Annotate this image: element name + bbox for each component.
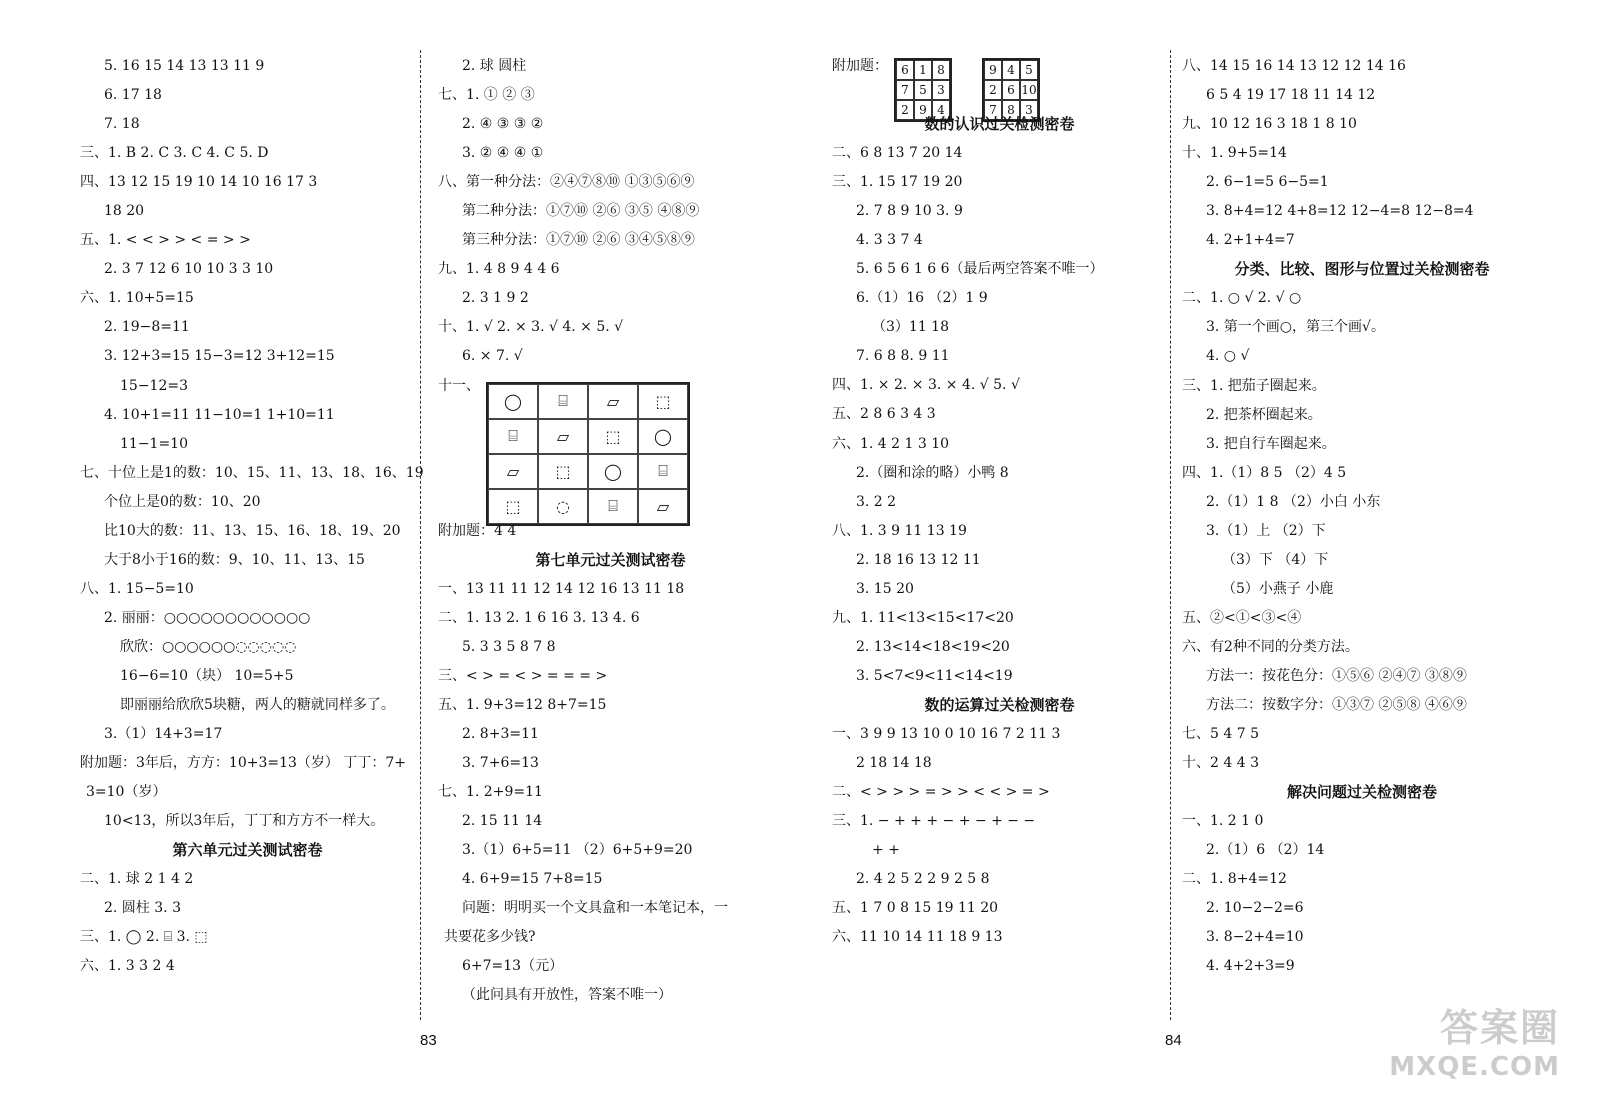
answer-line: 九、10 12 16 3 18 1 8 10 [1182, 116, 1357, 133]
answer-line: 十、2 4 4 3 [1182, 755, 1259, 772]
answer-line: 九、1. 4 8 9 4 4 6 [438, 261, 560, 278]
magic-cell: 5 [1020, 60, 1038, 80]
answer-line: 九、1. 11<13<15<17<20 [832, 609, 1014, 626]
answer-line: 二、1. ○ √ 2. √ ○ [1182, 290, 1302, 307]
answer-line: 2. 球 圆柱 [462, 58, 527, 74]
magic-cell: 8 [1002, 100, 1020, 120]
answer-line: 6+7=13（元） [462, 958, 564, 975]
answer-line: 2. 18 16 13 12 11 [856, 551, 981, 568]
answer-line: 三、< > = < > = = = > [438, 667, 608, 684]
answer-line: 二、6 8 13 7 20 14 [832, 145, 963, 162]
magic-cell: 5 [914, 80, 932, 100]
column-divider [1170, 50, 1171, 1020]
answer-line: 4. 4+2+3=9 [1206, 958, 1295, 975]
magic-cell: 10 [1020, 80, 1038, 100]
answer-line: 五、②<①<③<④ [1182, 609, 1302, 626]
answer-line: 个位上是0的数：10、20 [104, 493, 261, 510]
answer-line: 七、1. ① ② ③ [438, 87, 535, 104]
answer-line: 八、14 15 16 14 13 12 12 14 16 [1182, 58, 1406, 74]
answer-line: 三、1. 把茄子圈起来。 [1182, 377, 1326, 394]
answer-column-2 [438, 52, 783, 1010]
answer-line: 2.（圈和涂的略）小鸭 8 [856, 464, 1009, 481]
magic-cell: 3 [932, 80, 950, 100]
answer-line: 十一、 [438, 377, 480, 394]
page-number-right: 84 [1165, 1032, 1182, 1049]
shape-cell: ⬚ [538, 454, 588, 489]
answer-line: 二、< > > > = > > < < > = > [832, 784, 1050, 801]
answer-line: 即丽丽给欣欣5块糖，两人的糖就同样多了。 [120, 697, 395, 714]
answer-line: 7. 6 8 8. 9 11 [856, 348, 950, 365]
answer-line: 十、1. 9+5=14 [1182, 145, 1287, 162]
answer-line: 6.（1）16 （2）1 9 [856, 290, 988, 307]
section-heading: 第六单元过关测试密卷 [172, 841, 323, 860]
answer-line: 2. 13<14<18<19<20 [856, 638, 1010, 655]
answer-line: 2. 8+3=11 [462, 725, 539, 742]
answer-line: 附加题：4 4 [438, 522, 517, 539]
answer-line: 大于8小于16的数：9、10、11、13、15 [104, 551, 365, 568]
answer-line: 六、有2种不同的分类方法。 [1182, 638, 1359, 655]
section-heading: 第七单元过关测试密卷 [535, 550, 686, 569]
answer-line: 四、13 12 15 19 10 14 10 16 17 3 [80, 174, 318, 191]
answer-line: 4. 2+1+4=7 [1206, 232, 1295, 249]
answer-line: 附加题：3年后，方方：10+3=13（岁） 丁丁：7+ [80, 755, 406, 772]
answer-line: 2. 3 7 12 6 10 10 3 3 10 [104, 261, 274, 278]
answer-line: 七、5 4 7 5 [1182, 726, 1259, 743]
magic-cell: 2 [984, 80, 1002, 100]
magic-cell: 1 [914, 60, 932, 80]
answer-line: 七、1. 2+9=11 [438, 783, 543, 800]
answer-line: 3.（1）上 （2）下 [1206, 522, 1326, 539]
answer-line: 4. 10+1=11 11−10=1 1+10=11 [104, 406, 335, 423]
answer-line: 3. ② ④ ④ ① [462, 145, 544, 162]
magic-cell: 8 [932, 60, 950, 80]
shape-cell: ◯ [488, 384, 538, 419]
shape-cell: ◯ [638, 419, 688, 454]
answer-line: 6. 17 18 [104, 87, 162, 104]
answer-line: 六、1. 4 2 1 3 10 [832, 435, 950, 452]
shape-cell: ⬚ [488, 489, 538, 524]
shape-cell: ◯ [588, 454, 638, 489]
answer-line: 15−12=3 [120, 377, 188, 394]
magic-cell: 4 [932, 100, 950, 120]
watermark-url: MXQE.COM [1389, 1052, 1560, 1082]
answer-line: 5. 3 3 5 8 7 8 [462, 638, 556, 655]
answer-line: 比10大的数：11、13、15、16、18、19、20 [104, 522, 401, 539]
answer-line: 方法二：按数字分：①③⑦ ②⑤⑧ ④⑥⑨ [1206, 697, 1467, 714]
answer-line: 3. 8−2+4=10 [1206, 929, 1304, 946]
magic-cell: 9 [984, 60, 1002, 80]
answer-line: 4. ○ √ [1206, 348, 1250, 365]
answer-line: 2. 10−2−2=6 [1206, 900, 1304, 917]
answer-line: 六、1. 10+5=15 [80, 290, 194, 307]
shapes-answer-row [438, 372, 783, 517]
answer-line: 3=10（岁） [86, 784, 167, 801]
answer-line: 二、1. 球 2 1 4 2 [80, 871, 194, 888]
shape-cell: ⌸ [588, 489, 638, 524]
shape-cell: ⬚ [638, 384, 688, 419]
answer-line: 三、1. 15 17 19 20 [832, 174, 963, 191]
answer-line: 三、1. − + + + − + − + − − [832, 813, 1036, 830]
shape-cell: ⌸ [488, 419, 538, 454]
answer-line: 3. 第一个画○，第三个画√。 [1206, 319, 1385, 336]
section-heading: 数的认识过关检测密卷 [924, 115, 1075, 133]
section-heading: 解决问题过关检测密卷 [1286, 783, 1437, 802]
answer-line: 2. 19−8=11 [104, 319, 190, 336]
magic-cell: 4 [1002, 60, 1020, 80]
answer-column-1 [80, 52, 424, 982]
answer-line: 2. 6−1=5 6−5=1 [1206, 174, 1329, 191]
answer-line: （此问具有开放性，答案不唯一） [462, 987, 672, 1004]
answer-line: 第三种分法：①⑦⑩ ②⑥ ③④⑤⑧⑨ [462, 232, 695, 249]
shape-cell: ◌ [538, 489, 588, 524]
answer-line: 二、1. 8+4=12 [1182, 871, 1287, 888]
answer-line: 2. 15 11 14 [462, 812, 543, 829]
shape-cell: ⌸ [538, 384, 588, 419]
magic-cell: 7 [984, 100, 1002, 120]
answer-line: 八、1. 3 9 11 13 19 [832, 522, 967, 539]
magic-square-row [832, 52, 1167, 117]
answer-line: 四、1.（1）8 5 （2）4 5 [1182, 464, 1347, 481]
answer-line: 11−1=10 [120, 435, 188, 452]
answer-line: 附加题： [832, 58, 888, 74]
answer-line: 3. 12+3=15 15−3=12 3+12=15 [104, 348, 335, 365]
answer-line: 3.（1）6+5=11 （2）6+5+9=20 [462, 842, 693, 859]
answer-line: 5. 6 5 6 1 6 6（最后两空答案不唯一） [856, 261, 1104, 278]
answer-line: 6. × 7. √ [462, 348, 523, 365]
shape-cell: ▱ [488, 454, 538, 489]
answer-line: 4. 6+9=15 7+8=15 [462, 871, 603, 888]
magic-cell: 2 [896, 100, 914, 120]
watermark-text: 答案圈 [1439, 1006, 1560, 1050]
answer-line: 2. 4 2 5 2 2 9 2 5 8 [856, 871, 990, 888]
answer-line: 2 18 14 18 [856, 755, 932, 772]
answer-column-4 [1182, 52, 1542, 982]
watermark-logo [1389, 997, 1560, 1082]
answer-line: 3. 7+6=13 [462, 754, 539, 771]
answer-line: 2. ④ ③ ③ ② [462, 116, 544, 133]
answer-line: 16−6=10（块） 10=5+5 [120, 667, 294, 684]
answer-line: 4. 3 3 7 4 [856, 232, 923, 249]
answer-line: 欣欣：○○○○○○◌◌◌◌◌ [120, 638, 297, 655]
answer-line: 2. 圆柱 3. 3 [104, 900, 181, 917]
answer-line: 二、1. 13 2. 1 6 16 3. 13 4. 6 [438, 609, 640, 626]
answer-line: 3. 把自行车圈起来。 [1206, 435, 1336, 452]
answer-line: 一、3 9 9 13 10 0 10 16 7 2 11 3 [832, 725, 1061, 742]
answer-line: （3）下 （4）下 [1222, 551, 1329, 568]
answer-line: （3）11 18 [872, 319, 949, 336]
answer-line: 3. 2 2 [856, 493, 897, 510]
answer-line: 6 5 4 19 17 18 11 14 12 [1206, 87, 1376, 104]
answer-line: 八、1. 15−5=10 [80, 580, 194, 597]
answer-line: 3. 15 20 [856, 580, 914, 597]
answer-line: + + [872, 842, 900, 859]
answer-line: 3. 5<7<9<11<14<19 [856, 667, 1013, 684]
section-heading: 数的运算过关检测密卷 [924, 695, 1075, 714]
magic-cell: 7 [896, 80, 914, 100]
magic-cell: 6 [1002, 80, 1020, 100]
answer-line: 五、1. 9+3=12 8+7=15 [438, 696, 607, 713]
answer-line: 一、1. 2 1 0 [1182, 813, 1264, 830]
answer-line: 3.（1）14+3=17 [104, 726, 223, 743]
shape-cell: ▱ [588, 384, 638, 419]
magic-cell: 3 [1020, 100, 1038, 120]
answer-line: 2.（1）6 （2）14 [1206, 842, 1325, 859]
answer-line: 10<13，所以3年后，丁丁和方方不一样大。 [104, 813, 385, 830]
answer-line: 七、十位上是1的数：10、15、11、13、18、16、19 [80, 464, 424, 481]
shape-cell: ▱ [638, 489, 688, 524]
answer-line: 2. 7 8 9 10 3. 9 [856, 203, 963, 220]
shape-cell: ⌸ [638, 454, 688, 489]
answer-column-3 [832, 52, 1167, 952]
answer-line: 第二种分法：①⑦⑩ ②⑥ ③⑤ ④⑧⑨ [462, 203, 700, 220]
answer-line: 3. 8+4=12 4+8=12 12−4=8 12−8=4 [1206, 203, 1474, 220]
magic-cell: 9 [914, 100, 932, 120]
answer-line: 5. 16 15 14 13 13 11 9 [104, 58, 265, 74]
answer-line: 2. 丽丽：○○○○○○○○○○○○ [104, 609, 311, 626]
answer-line: 2. 把茶杯圈起来。 [1206, 406, 1322, 423]
answer-line: 一、13 11 11 12 14 12 16 13 11 18 [438, 580, 685, 597]
column-divider [420, 50, 421, 1020]
answer-line: 2.（1）1 8 （2）小白 小东 [1206, 493, 1381, 510]
magic-cell: 6 [896, 60, 914, 80]
answer-line: 18 20 [104, 203, 145, 220]
answer-line: 2. 3 1 9 2 [462, 290, 529, 307]
answer-line: 四、1. × 2. × 3. × 4. √ 5. √ [832, 377, 1020, 394]
answer-line: 三、1. ◯ 2. ⌸ 3. ⬚ [80, 929, 208, 946]
answer-line: 7. 18 [104, 116, 140, 133]
answer-line: 问题：明明买一个文具盒和一本笔记本，一 [462, 900, 728, 917]
page-number-left: 83 [420, 1032, 437, 1049]
answer-line: 十、1. √ 2. × 3. √ 4. × 5. √ [438, 319, 624, 336]
answer-line: 五、1 7 0 8 15 19 11 20 [832, 900, 999, 917]
shape-cell: ▱ [538, 419, 588, 454]
answer-line: 五、1. < < > > < = > > [80, 232, 251, 249]
answer-line: 六、11 10 14 11 18 9 13 [832, 929, 1003, 946]
shape-cell: ⬚ [588, 419, 638, 454]
answer-line: 五、2 8 6 3 4 3 [832, 406, 936, 423]
answer-line: 共要花多少钱? [444, 929, 536, 946]
shapes-grid [486, 382, 690, 526]
answer-line: 六、1. 3 3 2 4 [80, 958, 175, 975]
answer-line: （5）小燕子 小鹿 [1222, 580, 1334, 597]
answer-line: 三、1. B 2. C 3. C 4. C 5. D [80, 145, 269, 162]
answer-line: 八、第一种分法：②④⑦⑧⑩ ①③⑤⑥⑨ [438, 174, 695, 191]
answer-line: 方法一：按花色分：①⑤⑥ ②④⑦ ③⑧⑨ [1206, 667, 1467, 684]
section-heading: 分类、比较、图形与位置过关检测密卷 [1234, 260, 1490, 279]
